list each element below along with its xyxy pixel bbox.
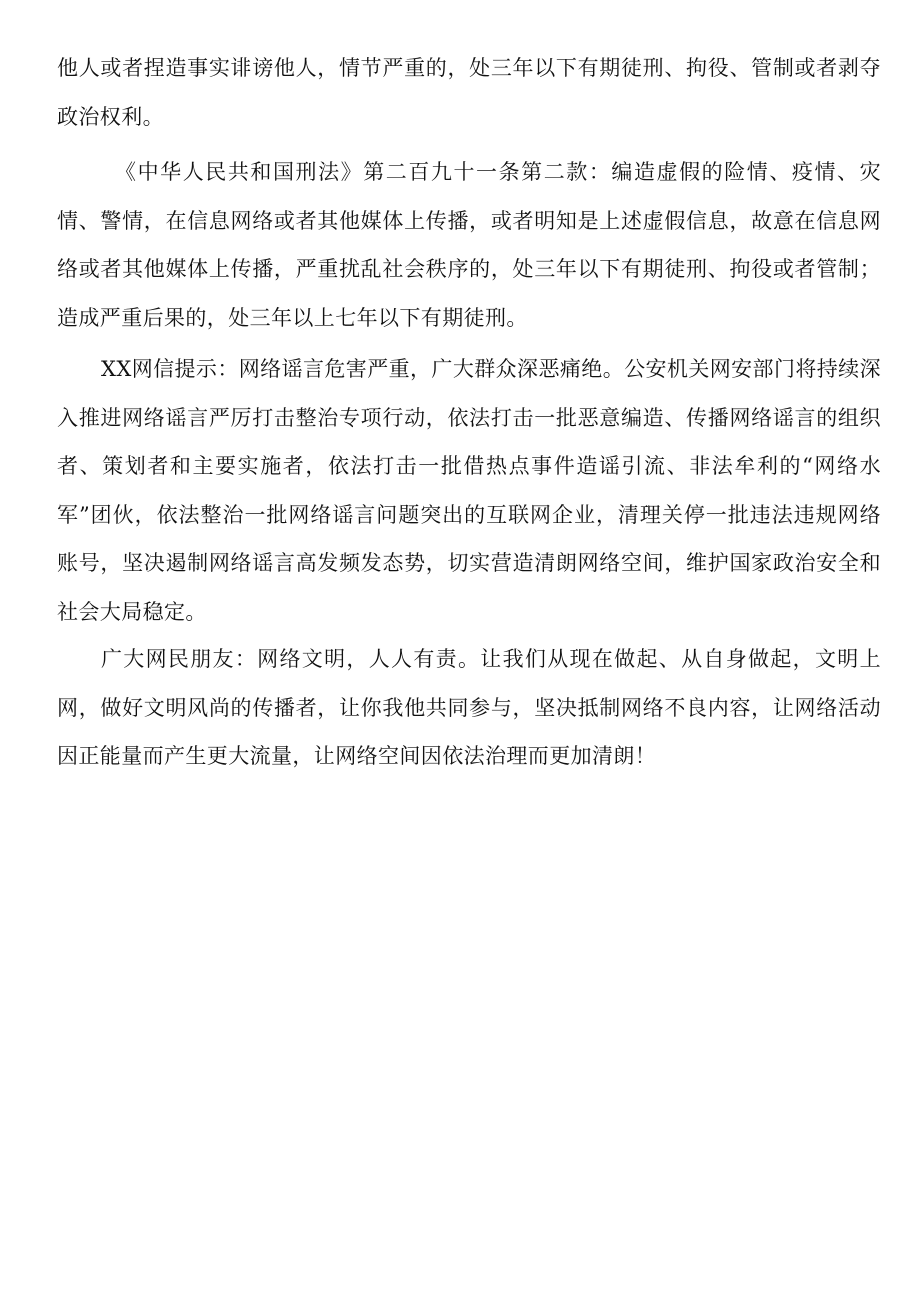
paragraph-netizen-appeal: 广大网民朋友：网络文明，人人有责。让我们从现在做起、从自身做起，文明上网，做好文明风尚的传播者，让你我他共同参与，坚决抵制网络不良内容，让网络活动因正能量而产生更大流量，让网络空间因依法治理而更加清朗！ <box>57 647 881 768</box>
paragraph-defamation-penalty: 他人或者捏造事实诽谤他人，情节严重的，处三年以下有期徒刑、拘役、管制或者剥夺政治权利。 <box>57 56 881 129</box>
paragraph-cyberspace-notice: XX网信提示：网络谣言危害严重，广大群众深恶痛绝。公安机关网安部门将持续深入推进网络谣言严厉打击整治专项行动，依法打击一批恶意编造、传播网络谣言的组织者、策划者和主要实施者，依法打击一批借热点事件造谣引流、非法牟利的“网络水军”团伙，依法整治一批网络谣言问题突出的互联网企业，清理关停一批违法违规网络账号，坚决遏制网络谣言高发频发态势，切实营造清朗网络空间，维护国家政治安全和社会大局稳定。 <box>57 357 881 624</box>
paragraph-criminal-law-article-291: 《中华人民共和国刑法》第二百九十一条第二款：编造虚假的险情、疫情、灾情、警情，在信息网络或者其他媒体上传播，或者明知是上述虚假信息，故意在信息网络或者其他媒体上传播，严重扰乱社会秩序的，处三年以下有期徒刑、拘役或者管制；造成严重后果的，处三年以上七年以下有期徒刑。 <box>57 160 881 330</box>
